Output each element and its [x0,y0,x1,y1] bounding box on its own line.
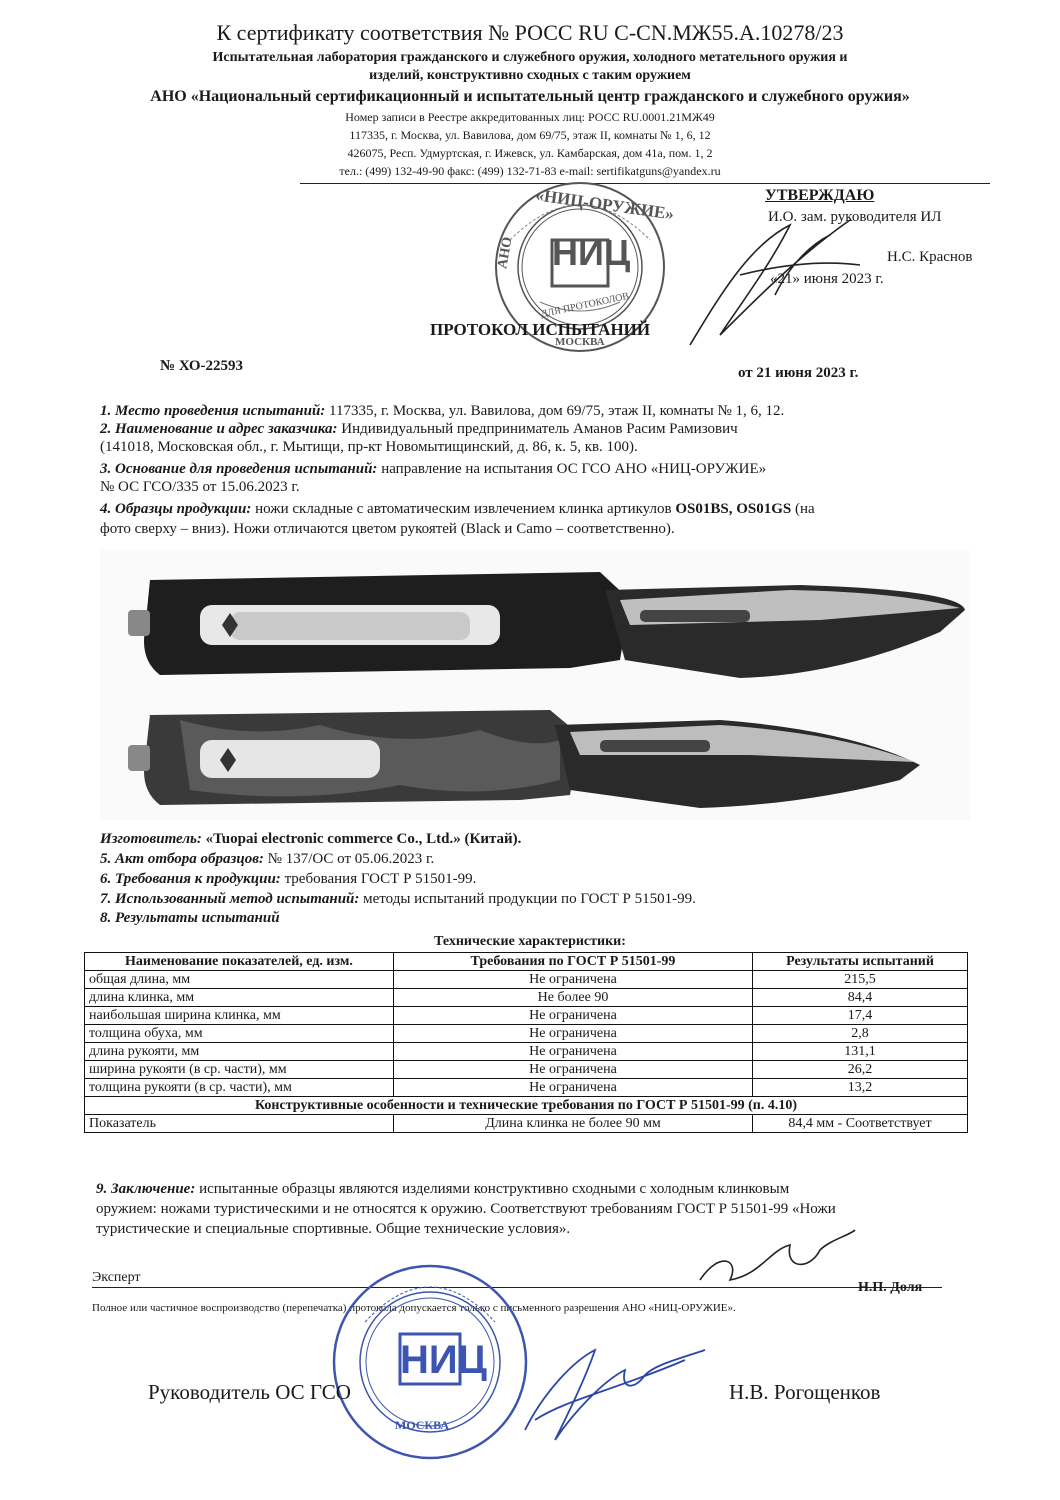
expert-signature [690,1220,860,1295]
item-2-text: Индивидуальный предприниматель Аманов Расим Рамизович [341,421,738,437]
manufacturer [100,830,980,848]
item-6-label: 6. Требования к продукции: [100,871,281,887]
head-position: Руководитель ОС ГСО [148,1380,351,1404]
reproduction-note: Полное или частичное воспроизводство (перепечатка) протокола допускается только с письменного разрешения АНО «НИЦ-ОРУЖИЕ». [92,1302,736,1314]
stamp-top-purpose: ДЛЯ ПРОТОКОЛОВ [539,290,631,321]
table-header-row [85,953,968,971]
table-cell: длина клинка, мм [85,989,394,1007]
stamp-top-abbr: НИЦ [552,232,631,273]
table-cell: 84,4 [753,989,968,1007]
conclusion-line3: туристические и специальные спортивные. Общие технические условия». [96,1221,571,1237]
table-section-title: Конструктивные особенности и технические требования по ГОСТ Р 51501-99 (п. 4.10) [85,1097,968,1115]
item-6-text: требования ГОСТ Р 51501-99. [284,871,477,887]
item-4-articles: OS01BS, OS01GS [675,501,792,517]
item-6 [100,870,980,888]
conclusion-label: 9. Заключение: [96,1181,196,1197]
table-cell: 13,2 [753,1079,968,1097]
certificate-ref: К сертификату соответствия № РОСС RU C-CN.МЖ55.А.10278/23 [216,20,844,45]
item-5-text: № 137/ОС от 05.06.2023 г. [267,851,435,867]
org-name: АНО «Национальный сертификационный и испытательный центр гражданского и служебного оружия» [150,88,910,105]
table-cell: толщина рукояти (в ср. части), мм [85,1079,394,1097]
stamp-bottom-abbr: НИЦ [400,1338,487,1382]
item-8-label: 8. Результаты испытаний [100,910,280,926]
stamp-bottom-city: МОСКВА [395,1418,450,1432]
table-section-row [85,1097,968,1115]
item-2-label: 2. Наименование и адрес заказчика: [100,421,338,437]
table-cell: 2,8 [753,1025,968,1043]
knives-photo [100,550,970,820]
table-cell: 17,4 [753,1007,968,1025]
item-5-label: 5. Акт отбора образцов: [100,851,264,867]
table-cell: Показатель [85,1115,394,1133]
table-row [85,1007,968,1025]
table-row [85,1115,968,1133]
approval-signature [680,205,870,355]
head-signature [505,1330,735,1450]
item-1-text: 117335, г. Москва, ул. Вавилова, дом 69/75, этаж II, комнаты № 1, 6, 12. [329,403,785,419]
manufacturer-text: «Tuopai electronic commerce Co., Ltd.» (Китай). [205,831,522,847]
item-4-label: 4. Образцы продукции: [100,501,252,517]
lab-name-line1: Испытательная лаборатория гражданского и служебного оружия, холодного метательного оружия и [212,50,848,65]
conclusion-line1 [96,1180,980,1198]
table-cell: наибольшая ширина клинка, мм [85,1007,394,1025]
table-header-name: Наименование показателей, ед. изм. [85,953,394,971]
contacts: тел.: (499) 132-49-90 факс: (499) 132-71-83 e-mail: sertifikatguns@yandex.ru [339,164,721,178]
address-moscow: 117335, г. Москва, ул. Вавилова, дом 69/75, этаж II, комнаты № 1, 6, 12 [349,128,711,142]
expert-name: Н.П. Доля [858,1280,923,1295]
lab-name-line2: изделий, конструктивно сходных с таким оружием [369,68,691,83]
item-1-label: 1. Место проведения испытаний: [100,403,326,419]
table-caption: Технические характеристики: [434,934,626,949]
table-cell: Не более 90 [394,989,753,1007]
table-cell: толщина обуха, мм [85,1025,394,1043]
tech-table [84,952,968,1133]
table-cell: Не ограничена [394,1007,753,1025]
item-3-text: направление на испытания ОС ГСО АНО «НИЦ-ОРУЖИЕ» [381,461,767,477]
table-cell: ширина рукояти (в ср. части), мм [85,1061,394,1079]
item-1 [100,402,980,420]
item-3-label: 3. Основание для проведения испытаний: [100,461,378,477]
stamp-top-ring-text: «НИЦ-ОРУЖИЕ» [534,185,676,224]
stamp-top-city: МОСКВА [555,336,605,348]
address-izhevsk: 426075, Респ. Удмуртская, г. Ижевск, ул. Камбарская, дом 41а, пом. 1, 2 [347,146,713,160]
approval-title: УТВЕРЖДАЮ [765,187,875,204]
table-cell: общая длина, мм [85,971,394,989]
approval-position: И.О. зам. руководителя ИЛ [768,209,942,225]
item-4-text: ножи складные с автоматическим извлечением клинка артикулов [255,501,672,517]
item-7-label: 7. Использованный метод испытаний: [100,891,360,907]
item-7-text: методы испытаний продукции по ГОСТ Р 51501-99. [363,891,696,907]
table-row [85,1061,968,1079]
protocol-date: от 21 июня 2023 г. [738,365,859,381]
table-row [85,1043,968,1061]
item-2-address: (141018, Московская обл., г. Мытищи, пр-кт Новомытищинский, д. 86, к. 5, кв. 100). [100,439,638,455]
head-name: Н.В. Рогощенков [729,1380,881,1404]
table-cell: Не ограничена [394,1043,753,1061]
table-cell: 26,2 [753,1061,968,1079]
item-4-text-b: (на [794,501,815,517]
table-row [85,971,968,989]
table-cell: Не ограничена [394,1025,753,1043]
table-header-requirement: Требования по ГОСТ Р 51501-99 [394,953,753,971]
item-3-reference: № ОС ГСО/335 от 15.06.2023 г. [100,479,300,495]
table-cell: 84,4 мм - Соответствует [753,1115,968,1133]
item-4-text-2: фото сверху – вниз). Ножи отличаются цветом рукоятей (Black и Camo – соответственно). [100,521,675,537]
item-7 [100,890,980,908]
expert-label: Эксперт [92,1270,141,1285]
table-row [85,1079,968,1097]
approval-name: Н.С. Краснов [887,249,973,265]
table-cell: длина рукояти, мм [85,1043,394,1061]
conclusion-text-1: испытанные образцы являются изделиями конструктивно сходными с холодным клинковым [199,1181,790,1197]
table-cell: Не ограничена [394,971,753,989]
item-4 [100,500,980,518]
table-header-result: Результаты испытаний [753,953,968,971]
registry-number: Номер записи в Реестре аккредитованных лиц: РОСС RU.0001.21МЖ49 [345,110,715,124]
table-cell: Не ограничена [394,1079,753,1097]
conclusion-line2: оружием: ножами туристическими и не относятся к оружию. Соответствуют требованиям ГОСТ Р 51501-99 «Ножи [96,1201,836,1217]
table-row [85,989,968,1007]
manufacturer-label: Изготовитель: [100,831,202,847]
protocol-title: ПРОТОКОЛ ИСПЫТАНИЙ [430,320,651,339]
table-row [85,1025,968,1043]
table-cell: 215,5 [753,971,968,989]
item-3 [100,460,980,478]
approval-date: «21» июня 2023 г. [770,271,884,287]
stamp-top-ano: АНО [495,235,516,270]
table-cell: Не ограничена [394,1061,753,1079]
table-cell: Длина клинка не более 90 мм [394,1115,753,1133]
protocol-number: № ХО-22593 [160,358,244,374]
item-5 [100,850,980,868]
table-cell: 131,1 [753,1043,968,1061]
item-2 [100,420,980,438]
